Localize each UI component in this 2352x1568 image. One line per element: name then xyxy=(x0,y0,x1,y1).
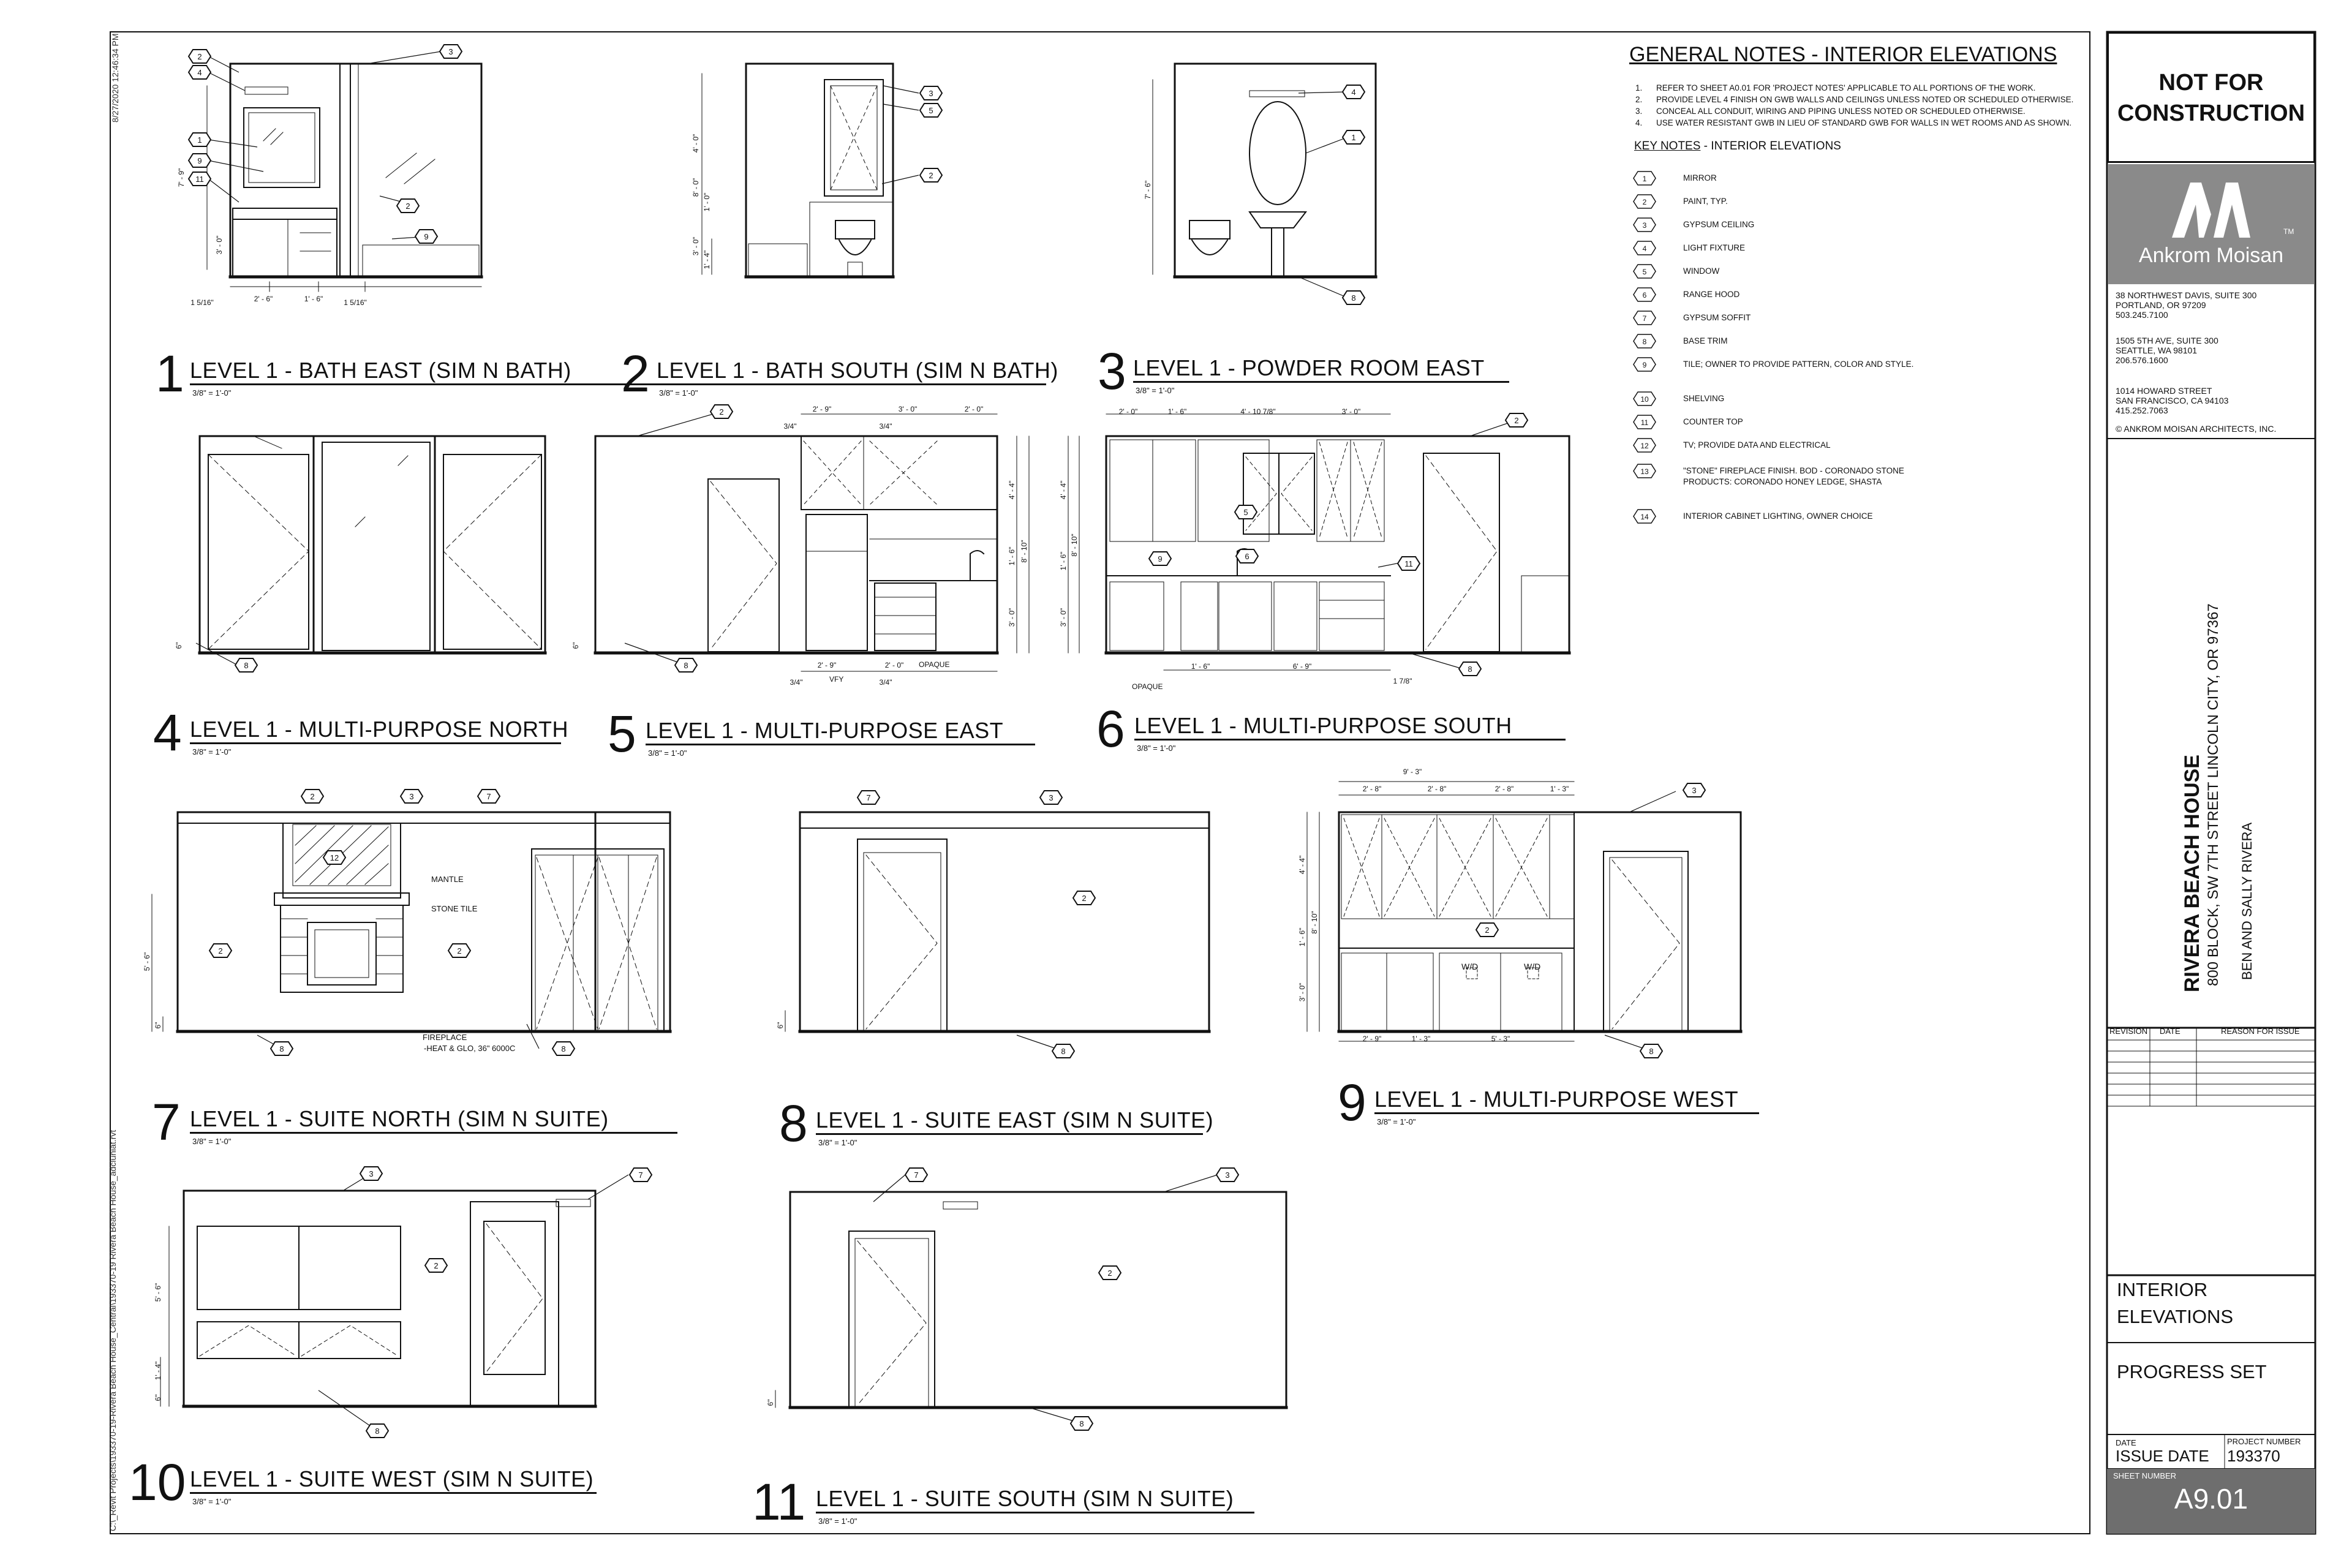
svg-text:8' - 0": 8' - 0" xyxy=(692,178,700,197)
svg-text:4' - 4": 4' - 4" xyxy=(1059,480,1068,500)
svg-text:3: 3 xyxy=(1225,1170,1230,1180)
title-underline xyxy=(190,1492,597,1494)
title-underline xyxy=(190,1132,677,1134)
elevation-8 xyxy=(800,812,1209,1031)
keynote-hex-icon xyxy=(1632,437,1657,453)
svg-text:2: 2 xyxy=(197,52,202,61)
svg-text:2: 2 xyxy=(310,792,315,801)
svg-text:8: 8 xyxy=(244,661,249,670)
svg-text:4: 4 xyxy=(197,68,202,77)
view-number: 1 xyxy=(156,345,184,402)
svg-text:8: 8 xyxy=(375,1427,380,1436)
svg-text:8: 8 xyxy=(561,1044,566,1054)
svg-text:8' - 10": 8' - 10" xyxy=(1020,540,1028,563)
svg-text:3' - 0": 3' - 0" xyxy=(1008,608,1016,627)
view-title-text: LEVEL 1 - MULTI-PURPOSE WEST xyxy=(1374,1087,1739,1112)
svg-text:1' - 4": 1' - 4" xyxy=(154,1361,162,1381)
svg-text:1 5/16": 1 5/16" xyxy=(344,298,367,307)
keynote-hex-icon xyxy=(1632,391,1657,407)
project-name: RIVERA BEACH HOUSE xyxy=(2180,755,2204,992)
keynote-hex-icon xyxy=(1632,240,1657,256)
elevation-6 xyxy=(1106,436,1569,653)
svg-text:9: 9 xyxy=(1642,361,1647,369)
title-underline xyxy=(1374,1112,1759,1114)
svg-text:3: 3 xyxy=(1642,221,1647,230)
svg-text:7: 7 xyxy=(914,1170,919,1180)
svg-text:1' - 3": 1' - 3" xyxy=(1411,1035,1431,1043)
svg-text:3: 3 xyxy=(409,792,414,801)
title-underline xyxy=(816,1133,1203,1135)
keynote-hex-icon xyxy=(1632,170,1657,186)
copyright: © ANKROM MOISAN ARCHITECTS, INC. xyxy=(2116,424,2277,434)
svg-text:5' - 6": 5' - 6" xyxy=(143,952,151,971)
svg-text:1' - 0": 1' - 0" xyxy=(703,192,711,212)
keynote-hex-icon xyxy=(1632,463,1657,479)
svg-text:2: 2 xyxy=(719,407,724,417)
svg-text:2: 2 xyxy=(405,202,410,211)
svg-text:8: 8 xyxy=(1642,337,1647,346)
svg-text:1' - 6": 1' - 6" xyxy=(1191,662,1210,671)
view-scale: 3/8" = 1'-0" xyxy=(192,747,232,756)
svg-text:2' - 0": 2' - 0" xyxy=(1118,407,1138,416)
svg-text:2: 2 xyxy=(1485,925,1490,935)
label-fireplace: FIREPLACE xyxy=(423,1033,467,1042)
svg-text:1' - 6": 1' - 6" xyxy=(1298,927,1306,947)
svg-text:6": 6" xyxy=(175,642,183,649)
elevation-10 xyxy=(184,1191,595,1406)
elevation-7 xyxy=(178,812,670,1031)
svg-text:6: 6 xyxy=(1245,552,1250,561)
svg-text:1: 1 xyxy=(197,135,202,145)
view-title-text: LEVEL 1 - BATH EAST (SIM N BATH) xyxy=(190,358,571,383)
svg-text:7' - 6": 7' - 6" xyxy=(1144,180,1152,200)
svg-text:2' - 9": 2' - 9" xyxy=(1362,1035,1382,1043)
key-notes-title: KEY NOTES - INTERIOR ELEVATIONS xyxy=(1634,140,1841,153)
svg-text:3' - 0": 3' - 0" xyxy=(215,235,224,255)
label-vfy: VFY xyxy=(829,675,844,684)
keynote-hex-icon xyxy=(1632,508,1657,524)
svg-text:11: 11 xyxy=(1640,418,1649,427)
svg-text:8: 8 xyxy=(1351,293,1356,303)
keynote-hex-icon xyxy=(1632,263,1657,279)
svg-text:2: 2 xyxy=(929,171,933,180)
svg-text:1' - 4": 1' - 4" xyxy=(703,250,711,270)
view-scale: 3/8" = 1'-0" xyxy=(818,1138,858,1147)
title-underline xyxy=(1133,381,1509,383)
view-scale: 3/8" = 1'-0" xyxy=(192,1497,232,1506)
label-opaque-5: OPAQUE xyxy=(919,660,950,669)
label-opaque-6: OPAQUE xyxy=(1132,682,1163,691)
svg-text:8: 8 xyxy=(1061,1047,1066,1056)
general-note: 2. PROVIDE LEVEL 4 FINISH ON GWB WALLS AND CEILINGS UNLESS NOTED OR SCHEDULED OTHERWISE. xyxy=(1635,95,2074,104)
svg-text:1' - 6": 1' - 6" xyxy=(1008,546,1016,566)
rev-header-revision: REVISION xyxy=(2109,1027,2148,1036)
sheet-number: A9.01 xyxy=(2174,1483,2248,1515)
view-scale: 3/8" = 1'-0" xyxy=(1136,386,1175,395)
svg-text:3' - 0": 3' - 0" xyxy=(1341,407,1361,416)
svg-text:8: 8 xyxy=(1649,1047,1654,1056)
label-wd-1: W/D xyxy=(1461,962,1479,971)
elevation-4 xyxy=(200,436,545,653)
svg-text:6' - 9": 6' - 9" xyxy=(1292,662,1312,671)
svg-text:2: 2 xyxy=(1082,894,1087,903)
svg-text:2: 2 xyxy=(1514,416,1519,425)
svg-text:1' - 6": 1' - 6" xyxy=(1059,551,1068,571)
svg-text:2: 2 xyxy=(457,946,462,956)
label-wd-2: W/D xyxy=(1524,962,1541,971)
view-scale: 3/8" = 1'-0" xyxy=(648,748,687,758)
svg-text:3: 3 xyxy=(369,1169,374,1178)
view-scale: 3/8" = 1'-0" xyxy=(192,1137,232,1146)
svg-text:2' - 9": 2' - 9" xyxy=(812,405,832,413)
svg-text:5: 5 xyxy=(1642,268,1647,276)
svg-text:4' - 0": 4' - 0" xyxy=(692,134,700,153)
title-underline xyxy=(657,383,1046,385)
svg-text:4: 4 xyxy=(1642,244,1647,253)
svg-text:11: 11 xyxy=(1404,559,1413,568)
project-number-label: PROJECT NUMBER xyxy=(2227,1437,2301,1446)
view-scale: 3/8" = 1'-0" xyxy=(192,388,232,398)
general-notes-title: GENERAL NOTES - INTERIOR ELEVATIONS xyxy=(1629,43,2057,66)
svg-text:1 7/8": 1 7/8" xyxy=(1393,677,1412,685)
svg-text:6": 6" xyxy=(766,1399,775,1406)
svg-text:5: 5 xyxy=(929,106,933,115)
keynote-hex-icon xyxy=(1632,287,1657,303)
svg-text:2: 2 xyxy=(434,1261,439,1270)
svg-text:6": 6" xyxy=(571,642,580,649)
title-underline xyxy=(816,1512,1254,1513)
view-title-text: LEVEL 1 - MULTI-PURPOSE EAST xyxy=(646,718,1004,743)
svg-text:6": 6" xyxy=(776,1022,785,1029)
elevation-11 xyxy=(790,1192,1286,1408)
view-number: 6 xyxy=(1096,700,1125,758)
svg-text:4' - 4": 4' - 4" xyxy=(1008,480,1016,500)
date-label: DATE xyxy=(2116,1438,2136,1447)
sheet-title-line-1: INTERIOR xyxy=(2117,1279,2208,1300)
view-number: 9 xyxy=(1338,1074,1366,1131)
svg-text:6": 6" xyxy=(154,1394,162,1401)
svg-text:6": 6" xyxy=(154,1022,162,1029)
office-seattle: 1505 5TH AVE, SUITE 300 SEATTLE, WA 98101 206.576.1600 xyxy=(2116,336,2218,365)
view-scale: 3/8" = 1'-0" xyxy=(1137,744,1176,753)
svg-text:2: 2 xyxy=(218,946,223,956)
svg-text:3/4": 3/4" xyxy=(879,678,892,687)
svg-text:9: 9 xyxy=(197,156,202,165)
view-number: 3 xyxy=(1098,342,1126,400)
svg-text:2' - 9": 2' - 9" xyxy=(817,661,837,669)
general-note: 3. CONCEAL ALL CONDUIT, WIRING AND PIPING UNLESS NOTED OR SCHEDULED OTHERWISE. xyxy=(1635,107,2026,116)
svg-text:1 5/16": 1 5/16" xyxy=(190,298,214,307)
svg-text:12: 12 xyxy=(1640,442,1649,450)
label-stone-tile: STONE TILE xyxy=(431,904,478,913)
svg-text:7' - 9": 7' - 9" xyxy=(177,168,186,187)
svg-text:5: 5 xyxy=(1243,508,1248,517)
client-name: BEN AND SALLY RIVERA xyxy=(2239,822,2255,980)
view-number: 8 xyxy=(779,1095,808,1152)
rev-header-date: DATE xyxy=(2160,1027,2180,1036)
title-underline xyxy=(190,742,561,744)
svg-text:4' - 4": 4' - 4" xyxy=(1298,855,1306,875)
svg-text:7: 7 xyxy=(1642,314,1647,323)
file-path: C:\_Revit Projects\193370-19-Rivera Beach House_Central\193370-19 Rivera Beach House_adcluniat.rvt xyxy=(108,1129,118,1531)
view-number: 10 xyxy=(129,1453,186,1511)
svg-text:8' - 10": 8' - 10" xyxy=(1070,533,1079,557)
date-value: ISSUE DATE xyxy=(2116,1447,2209,1465)
svg-text:3: 3 xyxy=(1692,786,1697,795)
svg-text:3: 3 xyxy=(929,89,933,98)
keynote-hex-icon xyxy=(1632,414,1657,430)
svg-text:1' - 6": 1' - 6" xyxy=(1167,407,1187,416)
view-title-text: LEVEL 1 - SUITE EAST (SIM N SUITE) xyxy=(816,1107,1214,1133)
svg-text:3' - 0": 3' - 0" xyxy=(1298,982,1306,1002)
set-name: PROGRESS SET xyxy=(2117,1361,2267,1382)
keynote-hex-icon xyxy=(1632,217,1657,233)
svg-text:13: 13 xyxy=(1640,467,1649,476)
svg-text:2: 2 xyxy=(1642,198,1647,206)
project-address: 800 BLOCK, SW 7TH STREET LINCOLN CITY, OR 97367 xyxy=(2205,603,2222,986)
svg-text:11: 11 xyxy=(195,175,204,184)
sheet-number-label: SHEET NUMBER xyxy=(2113,1471,2177,1480)
view-scale: 3/8" = 1'-0" xyxy=(1377,1117,1416,1126)
svg-text:3' - 0": 3' - 0" xyxy=(898,405,918,413)
svg-text:7: 7 xyxy=(866,793,871,802)
drawing-sheet: 2 4 1 9 11 3 2 9 3 5 2 4 1 8 2 8 8 8 2 5 9 11 2 3 7 2 2 8 8 7 3 2 8 3 2 8 3 7 2 8 7 3 2 8 12 6 1 5/16" 2' - 6" 1' - 6" 1 5/16" 2' - 9" 3' - 0" 2' - 0" 2' - 9" 2' - 0" 2' - 0" 1' - 6" 4' - 10 7/8" 3' - 0" 1' - 6" 6' - 9" 1 7/8" 9' - 3" 2' - 8" 2' - 8" 2' - 8" 1' - 3" 2' - 9" 1' - 3" 5' - 3" 3/4" 3/4" 3/4" 3/4" 7' - 9" 3' - 0" 4' - 0" 8' - 0" 1' - 0" 3' - 0" 1' - 4" 7' - 6" 4' - 4" 8' - 10" 1' - 6" 3' - 0" 4' - 4" 8' - 10" 1' - 6" 3' - 0" 6" 6" 5' - 6" 6" 6" 4' - 4" 8' - 10" 1' - 6" 3' - 0" 5' - 6" 1' - 4" 6" 6" 8/27/2020 12:46:34 PM C:\_Revit Projects\193370-19-Rivera Beach House_Central\193370-19 Rivera Beach House_adcluniat.rvt MANTLE STONE TILE FIREPLACE -HEAT & GLO, 36" 6000C W/D W/D OPAQUE OPAQUE VFY 1 LEVEL 1 - BATH EAST (SIM N BATH) 3/8" = 1'-0" 2 LEVEL 1 - BATH SOUTH (SIM N BATH) 3/8" = 1'-0" 3 LEVEL 1 - POWDER ROOM EAST 3/8" = 1'-0" 4 LEVEL 1 - MULTI-PURPOSE NORTH 3/8" = 1'-0" 5 LEVEL 1 - MULTI-PURPOSE EAST 3/8" = 1'-0" 6 LEVEL 1 - MULTI-PURPOSE SOUTH 3/8" = 1'-0" 7 LEVEL 1 - SUITE NORTH (SIM N SUITE) 3/8" = 1'-0" 8 LEVEL 1 - SUITE EAST (SIM N SUITE) 3/8" = 1'-0" 9 LEVEL 1 - MULTI-PURPOSE WEST 3/8" = 1'-0" 10 LEVEL 1 - SUITE WEST (SIM N SUITE) 3/8" = 1'-0" 11 LEVEL 1 - SUITE SOUTH (SIM N SUITE) 3/8" = 1'-0" GENERAL NOTES - INTERIOR ELEVATIONS 1. REFER TO SHEET A0.01 FOR 'PROJECT NOTES' APPLICABLE TO ALL PORTIONS OF THE WORK. 2. PROVIDE LEVEL 4 FINISH ON GWB WALLS AND CEILINGS UNLESS NOTED OR SCHEDULED OTHERWISE. 3. CONCEAL ALL CONDUIT, WIRING AND PIPING UNLESS NOTED OR SCHEDULED OTHERWISE. 4. USE WATER RESISTANT GWB IN LIEU OF STANDARD GWB FOR WALLS IN WET ROOMS AND AS SHOWN. KEY NOTES - INTERIOR ELEVATIONS 1 MIRROR 2 PAINT, TYP. 3 GYPSUM CEILING 4 LIGHT FIXTURE 5 WINDOW 6 RANGE HOOD 7 GYPSUM SOFFIT 8 BASE TRIM 9 TILE; OWNER TO PROVIDE PATTERN, COLOR AND STYLE. 10 SHELVING 11 COUNTER TOP 12 TV; PROVIDE DATA AND ELECTRICAL 13 "STONE" FIREPLACE FINISH. BOD - CORONADO STONE PRODUCTS: CORONADO HONEY LEDGE, SHASTA 14 INTERIOR CABINET LIGHTING, OWNER CHOICE NOT FOR CONSTRUCTION TM Ankrom Moisan 38 NORTHWEST DAVIS, SUITE 300 PORTLAND, OR 97209 503.245.7100 1505 5TH AVE, SUITE 300 SEATTLE, WA 98101 206.576.1600 1014 HOWARD STREET SAN FRANCISCO, CA 94103 415.252.7063 © ANKROM MOISAN ARCHITECTS, INC. RIVERA BEACH HOUSE 800 BLOCK, SW 7TH STREET LINCOLN CITY, OR 97367 BEN AND SALLY RIVERA REVISION DATE REASON FOR ISSUE INTERIOR ELEVATIONS PROGRESS SET DATE ISSUE DATE PROJECT NUMBER 193370 SHEET NUMBER A9.01 xyxy=(0,0,2352,1568)
view-title-text: LEVEL 1 - SUITE SOUTH (SIM N SUITE) xyxy=(816,1486,1234,1511)
keynote-hex-icon xyxy=(1632,333,1657,349)
svg-text:8' - 10": 8' - 10" xyxy=(1310,911,1319,934)
svg-text:3/4": 3/4" xyxy=(783,422,797,431)
view-title-text: LEVEL 1 - SUITE NORTH (SIM N SUITE) xyxy=(190,1106,609,1131)
keynote-hex-icon xyxy=(1632,356,1657,372)
svg-text:2' - 6": 2' - 6" xyxy=(254,295,273,303)
svg-text:5' - 3": 5' - 3" xyxy=(1491,1035,1510,1043)
office-san-francisco: 1014 HOWARD STREET SAN FRANCISCO, CA 94103 415.252.7063 xyxy=(2116,386,2229,415)
keynote-hex-icon xyxy=(1632,310,1657,326)
svg-text:3/4": 3/4" xyxy=(879,422,892,431)
svg-text:2: 2 xyxy=(1107,1268,1112,1278)
view-number: 5 xyxy=(608,705,636,763)
svg-text:6: 6 xyxy=(1642,291,1647,300)
view-number: 7 xyxy=(152,1093,181,1151)
view-title-text: LEVEL 1 - POWDER ROOM EAST xyxy=(1133,355,1485,380)
view-scale: 3/8" = 1'-0" xyxy=(659,388,698,398)
dimension-labels xyxy=(190,295,1569,1043)
svg-text:10: 10 xyxy=(1640,395,1649,404)
svg-text:9' - 3": 9' - 3" xyxy=(1403,767,1422,776)
svg-text:1: 1 xyxy=(1351,133,1356,142)
view-number: 4 xyxy=(153,704,182,761)
office-portland: 38 NORTHWEST DAVIS, SUITE 300 PORTLAND, OR 97209 503.245.7100 xyxy=(2116,290,2257,320)
svg-text:2' - 0": 2' - 0" xyxy=(964,405,984,413)
elevation-2 xyxy=(746,64,893,277)
svg-text:8: 8 xyxy=(1468,665,1472,674)
sheet-title-line-2: ELEVATIONS xyxy=(2117,1306,2234,1327)
svg-text:4' - 10 7/8": 4' - 10 7/8" xyxy=(1240,407,1276,416)
elevation-9 xyxy=(1339,812,1741,1031)
label-mantle: MANTLE xyxy=(431,875,464,884)
svg-text:8: 8 xyxy=(279,1044,284,1054)
svg-text:2' - 8": 2' - 8" xyxy=(1362,785,1382,793)
view-scale: 3/8" = 1'-0" xyxy=(818,1517,858,1526)
svg-text:7: 7 xyxy=(486,792,491,801)
title-underline xyxy=(1134,739,1566,741)
general-notes-list xyxy=(1635,82,2073,129)
svg-text:3' - 0": 3' - 0" xyxy=(692,236,700,256)
general-note: 4. USE WATER RESISTANT GWB IN LIEU OF STANDARD GWB FOR WALLS IN WET ROOMS AND AS SHOWN. xyxy=(1635,118,2072,127)
svg-text:3/4": 3/4" xyxy=(790,678,803,687)
svg-text:1' - 3": 1' - 3" xyxy=(1550,785,1569,793)
svg-text:8: 8 xyxy=(1079,1419,1084,1428)
svg-text:3: 3 xyxy=(448,47,453,56)
timestamp: 8/27/2020 12:46:34 PM xyxy=(110,33,120,123)
svg-text:9: 9 xyxy=(424,232,429,241)
elevation-1 xyxy=(230,64,481,277)
svg-text:TM: TM xyxy=(2283,227,2294,236)
svg-text:8: 8 xyxy=(684,661,688,670)
rev-header-reason: REASON FOR ISSUE xyxy=(2221,1027,2300,1036)
svg-text:2' - 0": 2' - 0" xyxy=(884,661,904,669)
general-note: 1. REFER TO SHEET A0.01 FOR 'PROJECT NOTES' APPLICABLE TO ALL PORTIONS OF THE WORK. xyxy=(1635,83,2036,92)
title-underline xyxy=(646,744,1035,745)
svg-text:14: 14 xyxy=(1640,513,1649,521)
project-number: 193370 xyxy=(2227,1447,2280,1465)
svg-text:1' - 6": 1' - 6" xyxy=(304,295,323,303)
svg-text:12: 12 xyxy=(330,853,339,862)
svg-text:2' - 8": 2' - 8" xyxy=(1494,785,1514,793)
svg-text:2' - 8": 2' - 8" xyxy=(1427,785,1447,793)
svg-text:9: 9 xyxy=(1158,554,1163,564)
svg-text:5' - 6": 5' - 6" xyxy=(154,1283,162,1302)
svg-text:1: 1 xyxy=(1642,175,1647,183)
label-fireplace-model: -HEAT & GLO, 36" 6000C xyxy=(424,1044,516,1053)
view-number: 2 xyxy=(621,345,650,402)
view-title-text: LEVEL 1 - SUITE WEST (SIM N SUITE) xyxy=(190,1466,594,1491)
elevation-5 xyxy=(595,436,997,653)
svg-text:3: 3 xyxy=(1049,793,1054,802)
construction-status: NOT FOR CONSTRUCTION xyxy=(2117,70,2305,126)
svg-text:3' - 0": 3' - 0" xyxy=(1059,608,1068,627)
keynote-hex-icon xyxy=(1632,194,1657,209)
svg-text:7: 7 xyxy=(638,1170,643,1180)
svg-text:4: 4 xyxy=(1351,88,1356,97)
view-title-text: LEVEL 1 - MULTI-PURPOSE NORTH xyxy=(190,717,568,742)
view-title-text: LEVEL 1 - MULTI-PURPOSE SOUTH xyxy=(1134,713,1512,738)
view-number: 11 xyxy=(752,1473,806,1531)
view-title-text: LEVEL 1 - BATH SOUTH (SIM N BATH) xyxy=(657,358,1058,383)
firm-name: Ankrom Moisan xyxy=(2138,244,2284,267)
